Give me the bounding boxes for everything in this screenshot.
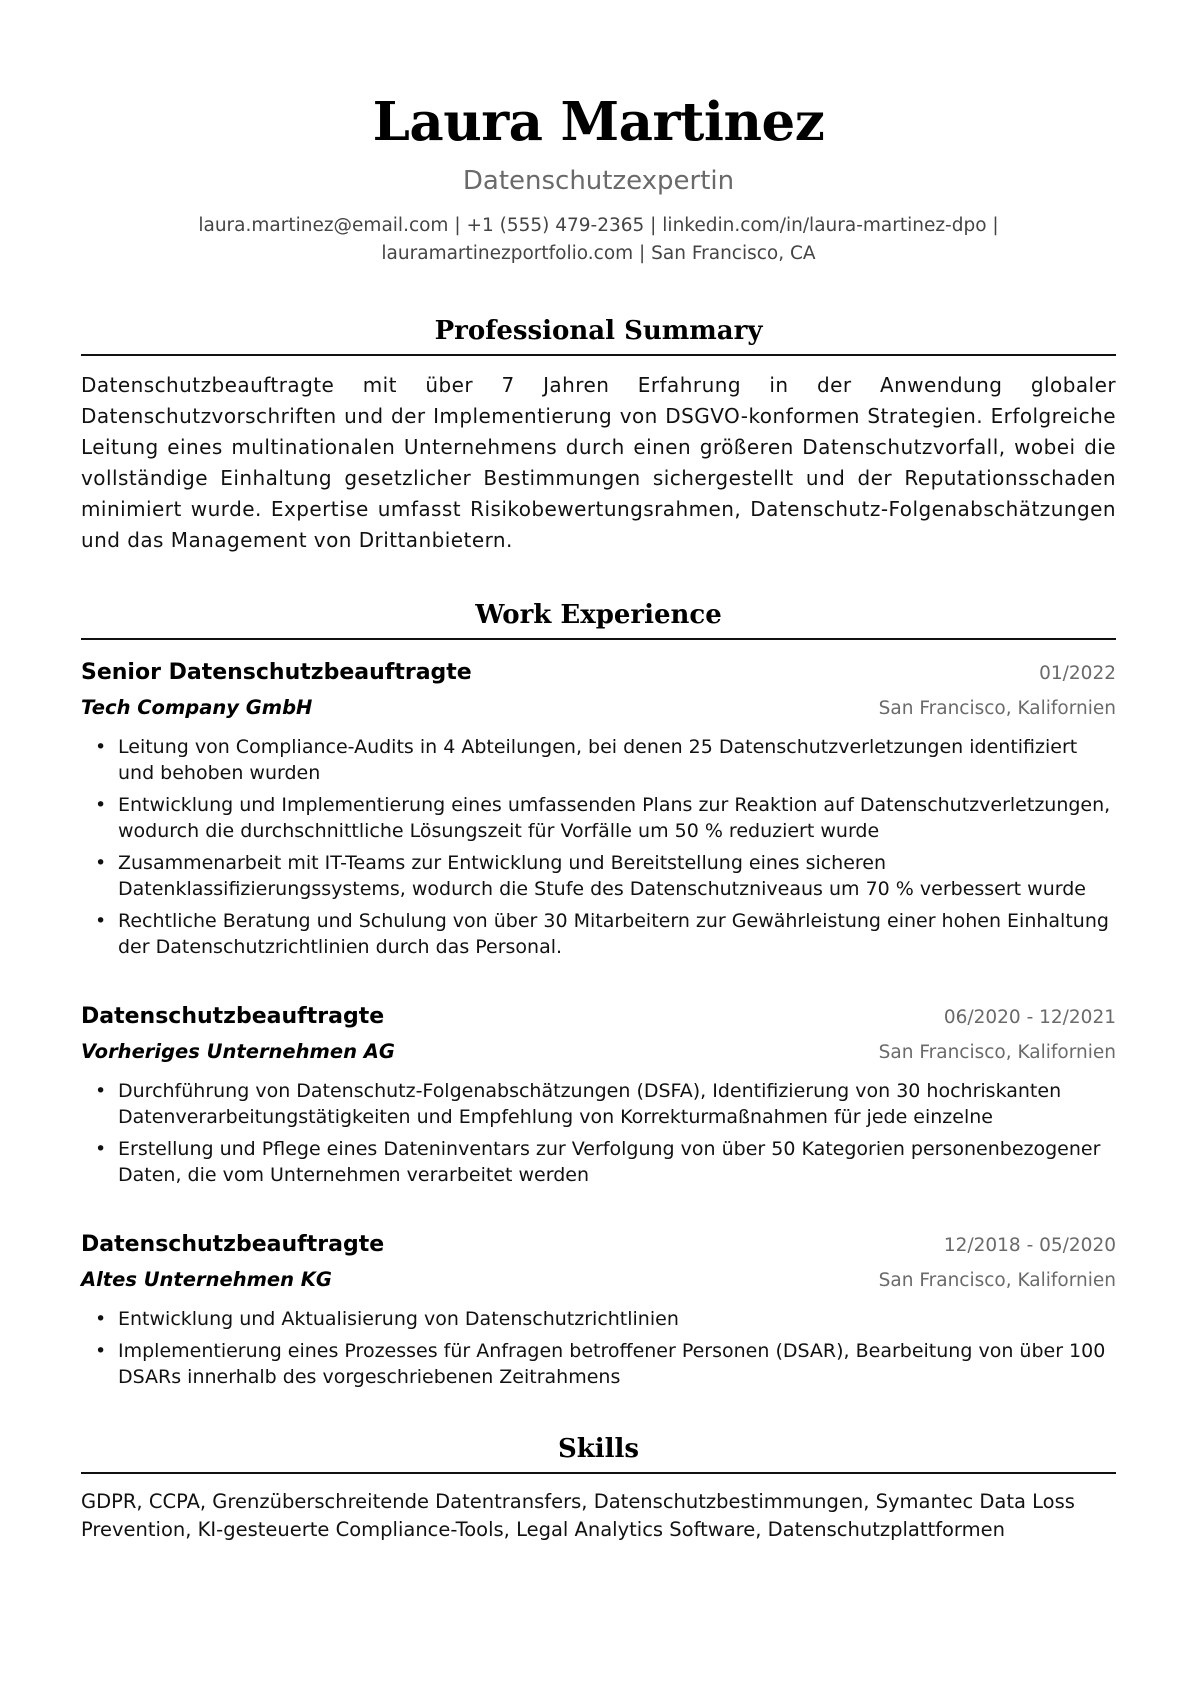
resume-header — [81, 0, 1116, 268]
bullet-dot-icon: • — [95, 1340, 107, 1362]
job-role: Senior Datenschutzbeauftragte — [81, 660, 472, 685]
bullet-text: Erstellung und Pflege eines Dateninventars zur Verfolgung von über 50 Kategorien personenbezogener Daten, die vom Unternehmen verarbeitet werden — [118, 1138, 1101, 1186]
job-header-row — [81, 1000, 1116, 1035]
bullet-item — [81, 850, 1116, 902]
job-bullets — [81, 1306, 1116, 1390]
job-company-row — [81, 1035, 1116, 1070]
work-experience-heading: Work Experience — [81, 598, 1116, 640]
skills-heading: Skills — [81, 1432, 1116, 1474]
summary-text: Datenschutzbeauftragte mit über 7 Jahren Erfahrung in der Anwendung globaler Datenschutzvorschriften und der Implementierung von DSGVO-konformen Strategien. Erfolgreiche Leitung eines multinationalen Unternehmens durch einen größeren Datenschutzvorfall, wobei die vollständige Einhaltung gesetzlicher Bestimmungen sichergestellt und der Reputationsschaden minimiert wurde. Expertise umfasst Risikobewertungsrahmen, Datenschutz-Folgenabschätzungen und das Management von Drittanbietern. — [81, 373, 1116, 552]
job-company-row — [81, 691, 1116, 726]
job-header-row — [81, 1228, 1116, 1263]
job-location: San Francisco, Kalifornien — [878, 698, 1116, 719]
contact-info — [81, 212, 1116, 268]
job-entry — [81, 1228, 1116, 1390]
bullet-item — [81, 908, 1116, 960]
summary-heading: Professional Summary — [81, 314, 1116, 356]
job-company: Vorheriges Unternehmen AG — [81, 1040, 395, 1063]
job-company-row — [81, 1263, 1116, 1298]
bullet-item — [81, 792, 1116, 844]
bullet-dot-icon: • — [95, 1080, 107, 1102]
contact-line-1: laura.martinez@email.com | +1 (555) 479-2365 | linkedin.com/in/laura-martinez-dpo | — [198, 215, 999, 236]
job-entry — [81, 656, 1116, 960]
job-location: San Francisco, Kalifornien — [878, 1270, 1116, 1291]
job-entry — [81, 1000, 1116, 1188]
bullet-text: Durchführung von Datenschutz-Folgenabschätzungen (DSFA), Identifizierung von 30 hochriskanten Datenverarbeitungstätigkeiten und Empfehlung von Korrekturmaßnahmen für jede einzelne — [118, 1080, 1062, 1128]
candidate-title: Datenschutzexpertin — [462, 166, 735, 196]
job-date: 06/2020 - 12/2021 — [943, 1007, 1116, 1028]
bullet-text: Entwicklung und Aktualisierung von Datenschutzrichtlinien — [118, 1308, 679, 1330]
bullet-item — [81, 734, 1116, 786]
bullet-item — [81, 1338, 1116, 1390]
job-role: Datenschutzbeauftragte — [81, 1004, 385, 1029]
bullet-item — [81, 1306, 1116, 1332]
candidate-name: Laura Martinez — [372, 91, 825, 153]
bullet-item — [81, 1136, 1116, 1188]
contact-line-2: lauramartinezportfolio.com | San Francisco, CA — [381, 243, 816, 264]
work-experience-section — [81, 598, 1116, 1390]
bullet-text: Leitung von Compliance-Audits in 4 Abteilungen, bei denen 25 Datenschutzverletzungen identifiziert und behoben wurden — [118, 736, 1078, 784]
bullet-dot-icon: • — [95, 1308, 107, 1330]
bullet-text: Entwicklung und Implementierung eines umfassenden Plans zur Reaktion auf Datenschutzverletzungen, wodurch die durchschnittliche Lösungszeit für Vorfälle um 50 % reduziert wurde — [118, 794, 1111, 842]
job-date: 12/2018 - 05/2020 — [943, 1235, 1116, 1256]
resume-page — [81, 0, 1116, 1544]
bullet-dot-icon: • — [95, 852, 107, 874]
job-company: Tech Company GmbH — [81, 696, 313, 719]
job-bullets — [81, 1078, 1116, 1188]
bullet-text: Zusammenarbeit mit IT-Teams zur Entwicklung und Bereitstellung eines sicheren Datenklassifizierungssystems, wodurch die Stufe des Datenschutzniveaus um 70 % verbessert wurde — [118, 852, 1086, 900]
job-header-row — [81, 656, 1116, 691]
bullet-text: Implementierung eines Prozesses für Anfragen betroffener Personen (DSAR), Bearbeitung von über 100 DSARs innerhalb des vorgeschriebenen Zeitrahmens — [118, 1340, 1106, 1388]
bullet-dot-icon: • — [95, 1138, 107, 1160]
job-role: Datenschutzbeauftragte — [81, 1232, 385, 1257]
job-date: 01/2022 — [1039, 663, 1116, 684]
bullet-text: Rechtliche Beratung und Schulung von über 30 Mitarbeitern zur Gewährleistung einer hohen Einhaltung der Datenschutzrichtlinien durch das Personal. — [118, 910, 1109, 958]
job-company: Altes Unternehmen KG — [81, 1268, 332, 1291]
skills-text: GDPR, CCPA, Grenzüberschreitende Datentransfers, Datenschutzbestimmungen, Symantec Data Loss Prevention, KI-gesteuerte Compliance-Tools, Legal Analytics Software, Datenschutzplattformen — [81, 1490, 1075, 1541]
bullet-dot-icon: • — [95, 910, 107, 932]
skills-section — [81, 1432, 1116, 1544]
job-location: San Francisco, Kalifornien — [878, 1042, 1116, 1063]
bullet-item — [81, 1078, 1116, 1130]
bullet-dot-icon: • — [95, 794, 107, 816]
bullet-dot-icon: • — [95, 736, 107, 758]
job-bullets — [81, 734, 1116, 960]
summary-section — [81, 314, 1116, 556]
